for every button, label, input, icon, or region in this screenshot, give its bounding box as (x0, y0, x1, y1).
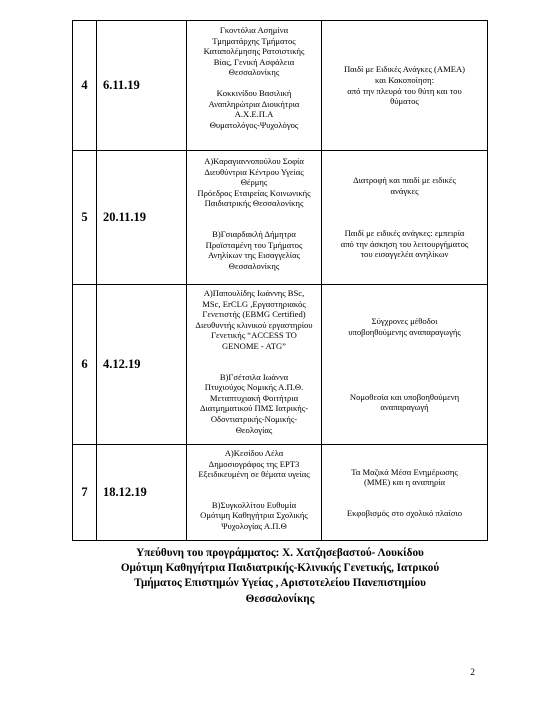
speaker-entry (187, 288, 321, 352)
program-coordinator-footer (40, 546, 520, 607)
text-line: Διευθυντής κλινικού εργαστηρίου (195, 319, 313, 330)
text-line: Πτυχιούχος Νομικής Α.Π.Θ. (204, 382, 304, 393)
text-line: Β)Γσιαρδακλή Δήμητρα (212, 228, 296, 239)
text-line: Θεσσαλονίκης (228, 260, 280, 271)
text-line: Θεσσαλονίκης (228, 67, 280, 78)
text-line: Θέρμης (240, 177, 268, 188)
session-topics (322, 21, 488, 151)
topic-entry (322, 392, 487, 413)
session-row (73, 21, 488, 151)
page-number: 2 (470, 668, 475, 678)
session-date: 6.11.19 (97, 21, 187, 151)
session-number: 7 (73, 445, 97, 541)
session-row (73, 151, 488, 285)
session-row (73, 285, 488, 445)
session-date: 4.12.19 (97, 285, 187, 445)
session-number: 5 (73, 151, 97, 285)
text-line: Αναπληρώτρια Διοικήτρια (208, 98, 300, 109)
text-line: Βίας, Γενική Ασφάλεια (213, 56, 295, 67)
session-row (73, 445, 488, 541)
text-line: (ΜΜΕ) και η αναπηρία (363, 477, 446, 488)
session-speakers (187, 151, 322, 285)
text-line: Διευθύντρια Κέντρου Υγείας (204, 166, 304, 177)
schedule-table (72, 20, 488, 541)
footer-line: Ομότιμη Καθηγήτρια Παιδιατρικής-Κλινικής Γενετικής, Ιατρικού (120, 562, 440, 575)
session-speakers (187, 21, 322, 151)
text-line: ανάγκες (390, 185, 419, 196)
text-line: Θυματολόγος-Ψυχολόγος (209, 119, 299, 130)
text-line: και Κακοποίηση: (374, 74, 434, 85)
footer-line: Υπεύθυνη του προγράμματος: Χ. Χατζησεβαστού- Λουκίδου (136, 547, 424, 559)
text-line: Παιδί με Ειδικές Ανάγκες (ΑΜΕΑ) (343, 64, 466, 75)
footer-line: Τμήματος Επιστημών Υγείας , Αριστοτελείου Πανεπιστημίου (134, 577, 426, 590)
text-line: Προϊσταμένη του Τμήματος (205, 239, 303, 250)
topic-entry (322, 316, 487, 337)
footer-line: Θεσσαλονίκης (245, 592, 315, 605)
speaker-entry (187, 88, 321, 130)
text-line: από την πλευρά του θύτη και του (347, 85, 462, 96)
speaker-entry (187, 372, 321, 436)
text-line: Γενετικής “ACCESS TO (211, 330, 297, 341)
text-line: Μεταπτυχιακή Φοιτήτρια (209, 392, 299, 403)
session-topics (322, 151, 488, 285)
session-topics (322, 445, 488, 541)
session-date: 18.12.19 (97, 445, 187, 541)
session-speakers (187, 285, 322, 445)
text-line: Ομότιμη Καθηγήτρια Σχολικής (200, 510, 308, 521)
session-number: 6 (73, 285, 97, 445)
text-line: Εξειδικευμένη σε θέματα υγείας (198, 469, 310, 480)
text-line: Νομοθεσία και υποβοηθούμενη (349, 391, 460, 402)
text-line: Κοκκινίδου Βασιλική (216, 87, 292, 98)
speaker-entry (187, 156, 321, 209)
text-line: Γενετιστής (EBMG Certified) (202, 309, 306, 320)
text-line: Γκοντόλια Ασημίνα (219, 25, 289, 35)
speaker-entry (187, 500, 321, 532)
text-line: Τμηματάρχης Τμήματος (212, 35, 296, 46)
topic-entry (322, 64, 487, 106)
speaker-entry (187, 25, 321, 78)
session-topics (322, 285, 488, 445)
text-line: Διατμηματικού ΠΜΣ Ιατρικής- (199, 403, 309, 414)
text-line: του εισαγγελέα ανηλίκων (360, 249, 449, 260)
text-line: Θεολογίας (235, 424, 273, 435)
text-line: MSc, ErCLG ,Εργαστηριακός (202, 298, 306, 309)
topic-entry (322, 175, 487, 196)
text-line: Διατροφή και παιδί με ειδικές (353, 175, 456, 186)
text-line: Εκφοβισμός στο σχολικό πλαίσιο (346, 507, 463, 518)
schedule-table-body (73, 21, 488, 541)
text-line: Α.Χ.Ε.Π.Α (234, 109, 274, 120)
text-line: υποβοηθούμενης αναπαραγωγής (348, 326, 461, 337)
topic-entry (322, 467, 487, 488)
session-date: 20.11.19 (97, 151, 187, 285)
text-line: GENOME - ATG” (222, 340, 286, 351)
speaker-entry (187, 229, 321, 271)
text-line: αναπαραγωγή (380, 402, 429, 413)
topic-entry (322, 508, 487, 519)
text-line: Β)Συγκολλίτου Ευθυμία (211, 499, 297, 510)
text-line: Παιδί με ειδικές ανάγκες: εμπειρία (344, 228, 465, 239)
speaker-entry (187, 448, 321, 480)
text-line: Ανηλίκων της Εισαγγελίας (207, 250, 300, 261)
topic-entry (322, 228, 487, 260)
text-line: Σύγχρονες μέθοδοι (371, 316, 438, 327)
text-line: Α)Παπουλίδης Ιωάννης BSc, (203, 288, 305, 298)
text-line: θύματος (390, 96, 419, 107)
text-line: Καταπολέμησης Ρατσιστικής (203, 46, 305, 57)
text-line: Β)Γσέτσιλα Ιωάννα (219, 371, 289, 382)
text-line: Α)Καραγιαννοπούλου Σοφία (204, 156, 304, 166)
text-line: Οδοντιατρικής-Νομικής- (210, 413, 298, 424)
session-number: 4 (73, 21, 97, 151)
text-line: Δημοσιογράφος της ΕΡΤ3 (208, 458, 300, 469)
session-speakers (187, 445, 322, 541)
text-line: Α)Κεσίδου Λέλα (224, 448, 284, 458)
text-line: από την άσκηση του λειτουργήματος (340, 238, 469, 249)
text-line: Παιδιατρικής Θεσσαλονίκης (204, 198, 304, 209)
text-line: Τα Μαζικά Μέσα Ενημέρωσης (351, 466, 458, 477)
text-line: Ψυχολογίας Α.Π.Θ (221, 520, 287, 531)
text-line: Πρόεδρος Εταιρείας Κοινωνικής (197, 187, 311, 198)
